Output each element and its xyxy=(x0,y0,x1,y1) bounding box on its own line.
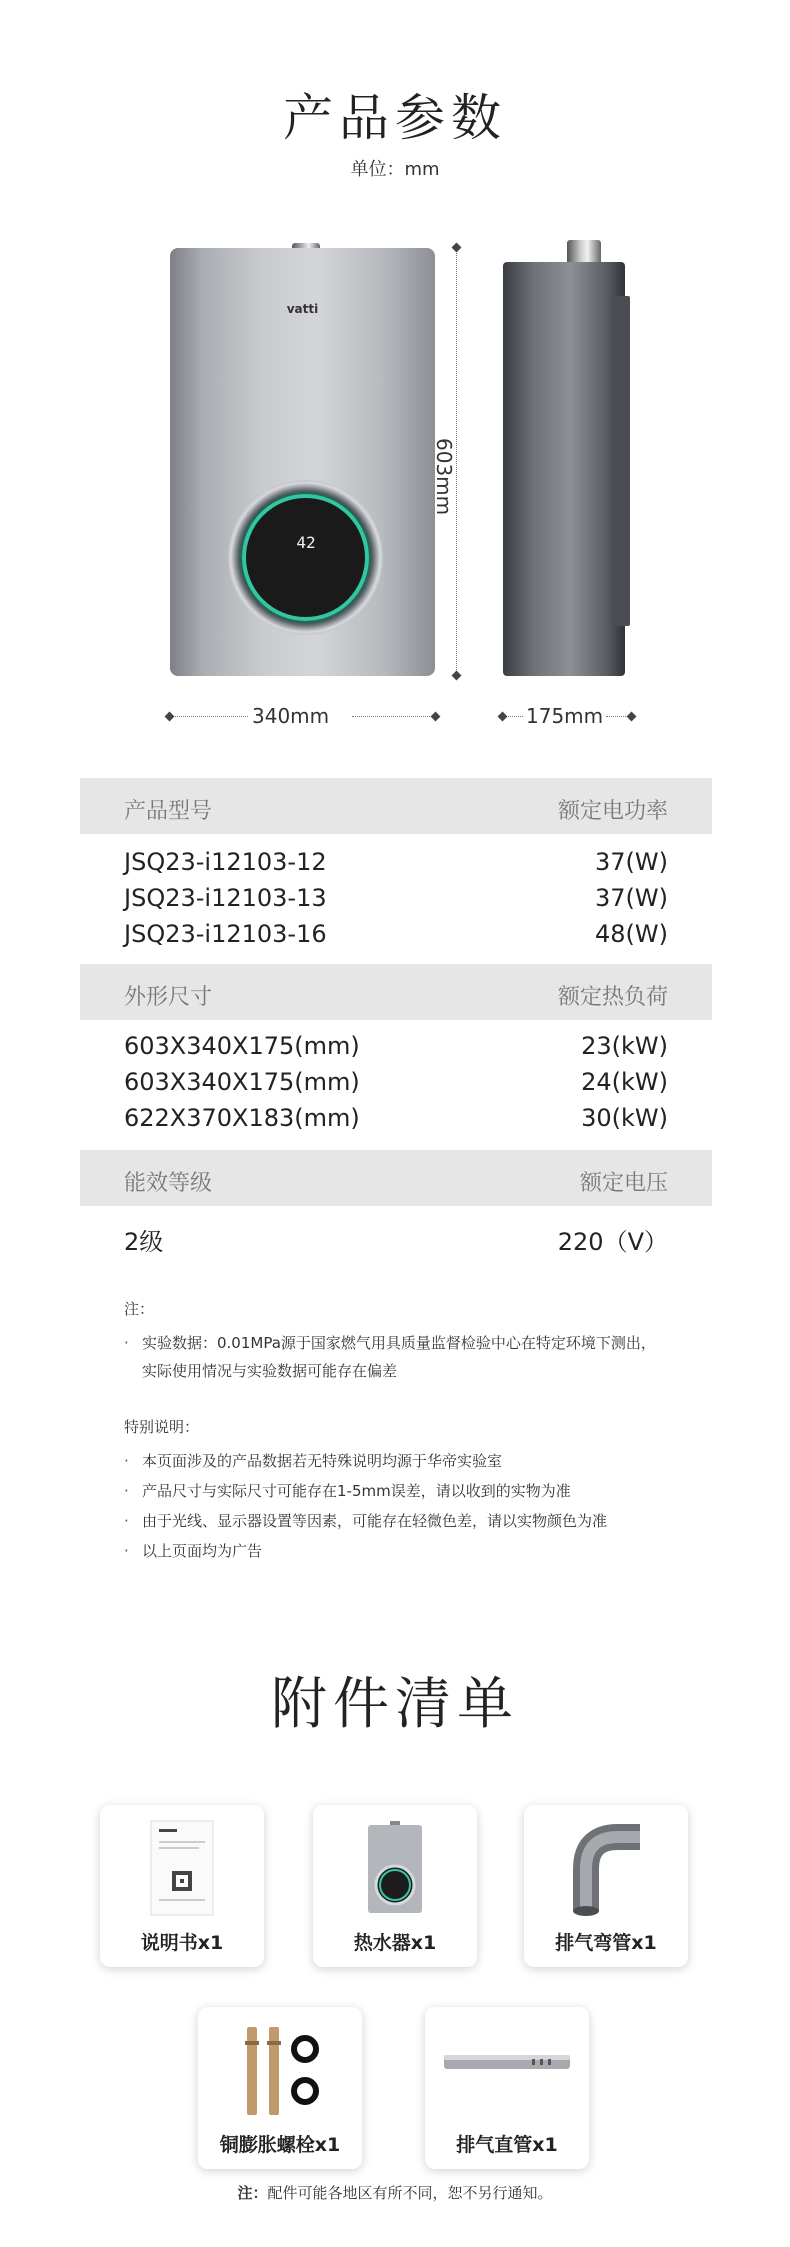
cell-left: 603X340X175(mm) xyxy=(124,1068,360,1096)
width-dimension-label: 340mm xyxy=(252,704,330,728)
special-text: 本页面涉及的产品数据若无特殊说明均源于华帝实验室 xyxy=(142,1452,503,1470)
notes-label: 注： xyxy=(124,1300,155,1318)
straight-pipe-icon xyxy=(442,2047,572,2081)
accessory-card-bolt xyxy=(198,2007,362,2169)
footer-note xyxy=(0,2182,790,2203)
brand-logo: vatti xyxy=(286,302,319,316)
dimension-dot xyxy=(431,712,441,722)
accessory-label: 热水器x1 xyxy=(353,1932,437,1954)
table-row xyxy=(124,848,668,876)
accessories-title: 附件清单 xyxy=(271,1672,519,1737)
table-row xyxy=(124,1032,668,1060)
special-item: · 产品尺寸与实际尺寸可能存在1-5mm误差，请以收到的实物为准 xyxy=(124,1482,571,1500)
special-item: · 本页面涉及的产品数据若无特殊说明均源于华帝实验室 xyxy=(124,1452,503,1470)
cell-right: 30(kW) xyxy=(581,1104,668,1132)
dimension-dot xyxy=(498,712,508,722)
expansion-bolt-icon xyxy=(235,2021,325,2125)
page-title: 产品参数 xyxy=(283,89,507,147)
unit-label: 单位：mm xyxy=(350,159,440,180)
height-dimension-line xyxy=(456,248,457,676)
note-text: 实验数据：0.01MPa源于国家燃气用具质量监督检验中心在特定环境下测出， xyxy=(142,1334,656,1352)
height-dimension-label: 603mm xyxy=(432,438,456,516)
accessory-label: 排气弯管x1 xyxy=(555,1932,657,1954)
accessory-card-straight-pipe xyxy=(425,2007,589,2169)
note-item-continued xyxy=(142,1360,397,1381)
accessory-card-heater xyxy=(313,1805,477,1967)
special-item: · 由于光线、显示器设置等因素，可能存在轻微色差，请以实物颜色为准 xyxy=(124,1512,608,1530)
header-right: 额定电压 xyxy=(579,1171,668,1196)
temperature-display: 42 xyxy=(296,533,316,552)
cell-left: 622X370X183(mm) xyxy=(124,1104,360,1132)
dimension-dot xyxy=(165,712,175,722)
elbow-pipe-icon xyxy=(566,1819,646,1923)
cell-left: JSQ23-i12103-12 xyxy=(124,848,327,876)
knob-glow-ring xyxy=(242,494,369,621)
accessory-card-manual xyxy=(100,1805,264,1967)
note-item: · 实验数据：0.01MPa源于国家燃气用具质量监督检验中心在特定环境下测出， xyxy=(124,1334,656,1352)
cell-left: JSQ23-i12103-13 xyxy=(124,884,327,912)
header-left: 外形尺寸 xyxy=(124,985,213,1010)
header-right: 额定电功率 xyxy=(557,799,668,824)
accessory-label: 铜膨胀螺栓x1 xyxy=(219,2134,341,2156)
header-left: 能效等级 xyxy=(124,1171,213,1196)
table-row xyxy=(124,1104,668,1132)
cell-left: 603X340X175(mm) xyxy=(124,1032,360,1060)
table-row xyxy=(124,1068,668,1096)
footer-label: 注： xyxy=(237,2184,268,2202)
special-label: 特别说明： xyxy=(124,1418,200,1436)
dimension-dot xyxy=(452,243,462,253)
water-heater-side-image xyxy=(503,262,625,676)
accessory-label: 排气直管x1 xyxy=(456,2134,558,2156)
cell-right: 23(kW) xyxy=(581,1032,668,1060)
dimension-dot xyxy=(627,712,637,722)
table-header-efficiency xyxy=(80,1150,712,1206)
table-row xyxy=(124,920,668,948)
special-text: 产品尺寸与实际尺寸可能存在1-5mm误差，请以收到的实物为准 xyxy=(142,1482,571,1500)
special-item: · 以上页面均为广告 xyxy=(124,1542,263,1560)
cell-left: 2级 xyxy=(124,1228,164,1256)
depth-dimension-label: 175mm xyxy=(526,704,604,728)
cell-right: 24(kW) xyxy=(581,1068,668,1096)
table-header-model xyxy=(80,778,712,834)
accessory-label: 说明书x1 xyxy=(140,1932,224,1954)
table-row xyxy=(124,884,668,912)
header-right: 额定热负荷 xyxy=(557,985,668,1010)
cell-right: 37(W) xyxy=(595,884,668,912)
water-heater-icon xyxy=(360,1819,430,1923)
width-dimension-line xyxy=(170,716,248,717)
cell-right: 48(W) xyxy=(595,920,668,948)
manual-icon xyxy=(147,1819,217,1923)
table-header-size xyxy=(80,964,712,1020)
table-row xyxy=(124,1222,668,1257)
special-text: 以上页面均为广告 xyxy=(142,1542,263,1560)
special-text: 由于光线、显示器设置等因素，可能存在轻微色差，请以实物颜色为准 xyxy=(142,1512,608,1530)
cell-right: 37(W) xyxy=(595,848,668,876)
cell-left: JSQ23-i12103-16 xyxy=(124,920,327,948)
width-dimension-line xyxy=(352,716,436,717)
footer-text: 配件可能各地区有所不同，恕不另行通知。 xyxy=(267,2184,553,2202)
note-text: 实际使用情况与实验数据可能存在偏差 xyxy=(142,1362,398,1380)
cell-right: 220（V） xyxy=(557,1228,668,1256)
header-left: 产品型号 xyxy=(124,799,213,824)
accessory-card-elbow xyxy=(524,1805,688,1967)
side-panel-strip xyxy=(612,296,630,626)
dimension-dot xyxy=(452,671,462,681)
